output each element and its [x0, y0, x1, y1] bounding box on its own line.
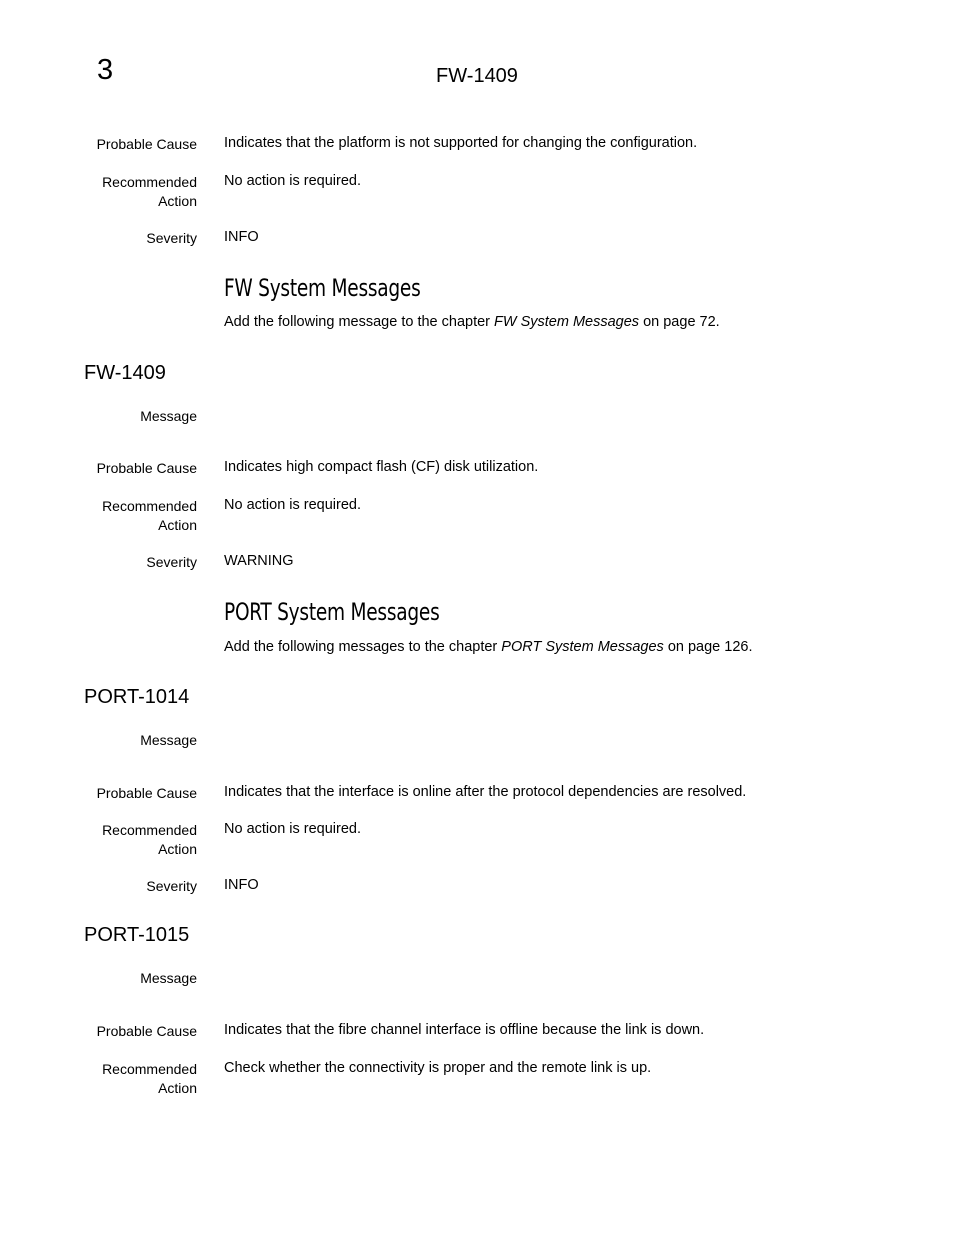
severity-label: Severity [146, 554, 197, 570]
message-title-port-1015: PORT-1015 [84, 924, 190, 946]
recommended-label-line2: Action [158, 1080, 197, 1096]
section-intro-fw [224, 313, 720, 332]
message-label: Message [140, 408, 197, 424]
chapter-reference: PORT System Messages [501, 639, 664, 655]
severity-label: Severity [146, 230, 197, 246]
recommended-label-line1: Recommended [102, 174, 197, 190]
recommended-label-line2: Action [158, 841, 197, 857]
severity-label: Severity [146, 878, 197, 894]
chapter-number: 3 [97, 54, 114, 86]
recommended-action-label [40, 821, 197, 859]
intro-page-ref: on page 126. [663, 639, 753, 655]
intro-text: Add the following message to the chapter [224, 314, 495, 330]
recommended-label-line2: Action [158, 517, 197, 533]
probable-cause-text: Indicates that the fibre channel interface is offline because the link is down. [224, 1022, 705, 1038]
recommended-action-label [40, 497, 197, 535]
recommended-action-label [40, 1060, 197, 1098]
recommended-action-text: No action is required. [224, 497, 362, 513]
message-title-fw-1409: FW-1409 [84, 362, 166, 384]
probable-cause-text: Indicates that the interface is online after the protocol dependencies are resolved. [224, 784, 747, 800]
recommended-action-text: Check whether the connectivity is proper and the remote link is up. [224, 1060, 652, 1076]
recommended-label-line1: Recommended [102, 498, 197, 514]
severity-value: INFO [224, 877, 259, 893]
intro-text: Add the following messages to the chapter [224, 639, 502, 655]
recommended-action-text: No action is required. [224, 821, 362, 837]
section-intro-port [224, 638, 753, 657]
recommended-action-text: No action is required. [224, 173, 362, 189]
probable-cause-label: Probable Cause [96, 136, 197, 152]
severity-value: WARNING [224, 553, 294, 569]
probable-cause-text: Indicates that the platform is not supported for changing the configuration. [224, 135, 698, 151]
message-label: Message [140, 732, 197, 748]
message-label: Message [140, 970, 197, 986]
probable-cause-label: Probable Cause [96, 785, 197, 801]
probable-cause-text: Indicates high compact flash (CF) disk utilization. [224, 459, 539, 475]
probable-cause-label: Probable Cause [96, 1023, 197, 1039]
chapter-reference: FW System Messages [494, 314, 640, 330]
severity-value: INFO [224, 229, 259, 245]
section-title-fw: FW System Messages [224, 274, 421, 302]
recommended-label-line1: Recommended [102, 1061, 197, 1077]
section-title-port: PORT System Messages [224, 598, 440, 626]
recommended-label-line2: Action [158, 193, 197, 209]
recommended-label-line1: Recommended [102, 822, 197, 838]
recommended-action-label [40, 173, 197, 211]
message-title-port-1014: PORT-1014 [84, 686, 190, 708]
intro-page-ref: on page 72. [639, 314, 720, 330]
running-title: FW-1409 [436, 65, 518, 87]
probable-cause-label: Probable Cause [96, 460, 197, 476]
